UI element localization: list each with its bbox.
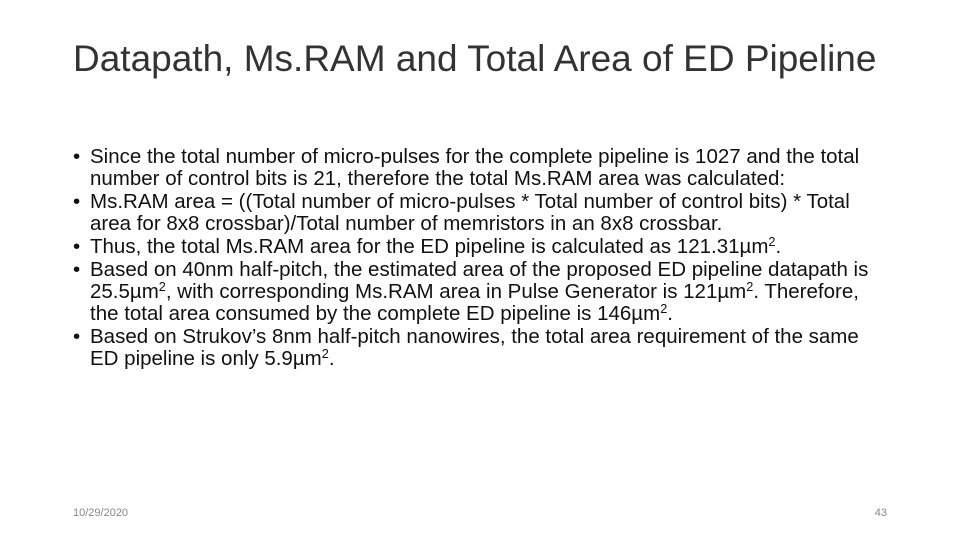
bullet-marker: • — [73, 235, 81, 258]
bullet-text: . — [328, 347, 335, 370]
page-number: 43 — [874, 507, 887, 519]
superscript: 2 — [321, 346, 329, 362]
bullet-text: . — [667, 302, 673, 325]
bullet-item-5 — [73, 326, 883, 370]
bullet-item-3 — [73, 236, 883, 258]
bullet-item-2 — [73, 191, 883, 235]
slide-body — [73, 146, 883, 371]
bullet-text: Ms.RAM area = ((Total number of micro-pulses * Total number of control bits) * Total area for 8x8 crossbar)/Total number of memristors in an 8x8 crossbar. — [90, 190, 850, 235]
footer-date: 10/29/2020 — [73, 507, 129, 519]
bullet-text: Based on Strukov’s 8nm half-pitch nanowires, the total area requirement of the same ED pipeline is only 5.9µm — [90, 325, 859, 370]
bullet-marker: • — [73, 190, 81, 213]
bullet-marker: • — [73, 145, 81, 168]
bullet-marker: • — [73, 258, 81, 281]
bullet-text: , with corresponding Ms.RAM area in Pulse Generator is 121µm — [165, 280, 747, 303]
superscript: 2 — [158, 279, 166, 295]
bullet-item-1 — [73, 146, 883, 190]
superscript: 2 — [768, 234, 776, 250]
bullet-list — [73, 146, 883, 370]
bullet-marker: • — [73, 325, 81, 348]
bullet-text: Thus, the total Ms.RAM area for the ED pipeline is calculated as 121.31µm — [90, 235, 769, 258]
bullet-text: . — [775, 235, 782, 258]
bullet-text: Since the total number of micro-pulses for the complete pipeline is 1027 and the total number of control bits is 21, therefore the total Ms.RAM area was calculated: — [90, 145, 860, 190]
bullet-text: . Therefore, the total area consumed by the complete ED pipeline is 146µm — [90, 280, 859, 325]
superscript: 2 — [746, 279, 754, 295]
bullet-item-4 — [73, 259, 883, 325]
slide-title: Datapath, Ms.RAM and Total Area of ED Pipeline — [73, 38, 877, 79]
bullet-text: Based on 40nm half-pitch, the estimated area of the proposed ED pipeline datapath is 25.5µm — [90, 258, 869, 303]
superscript: 2 — [660, 301, 668, 317]
